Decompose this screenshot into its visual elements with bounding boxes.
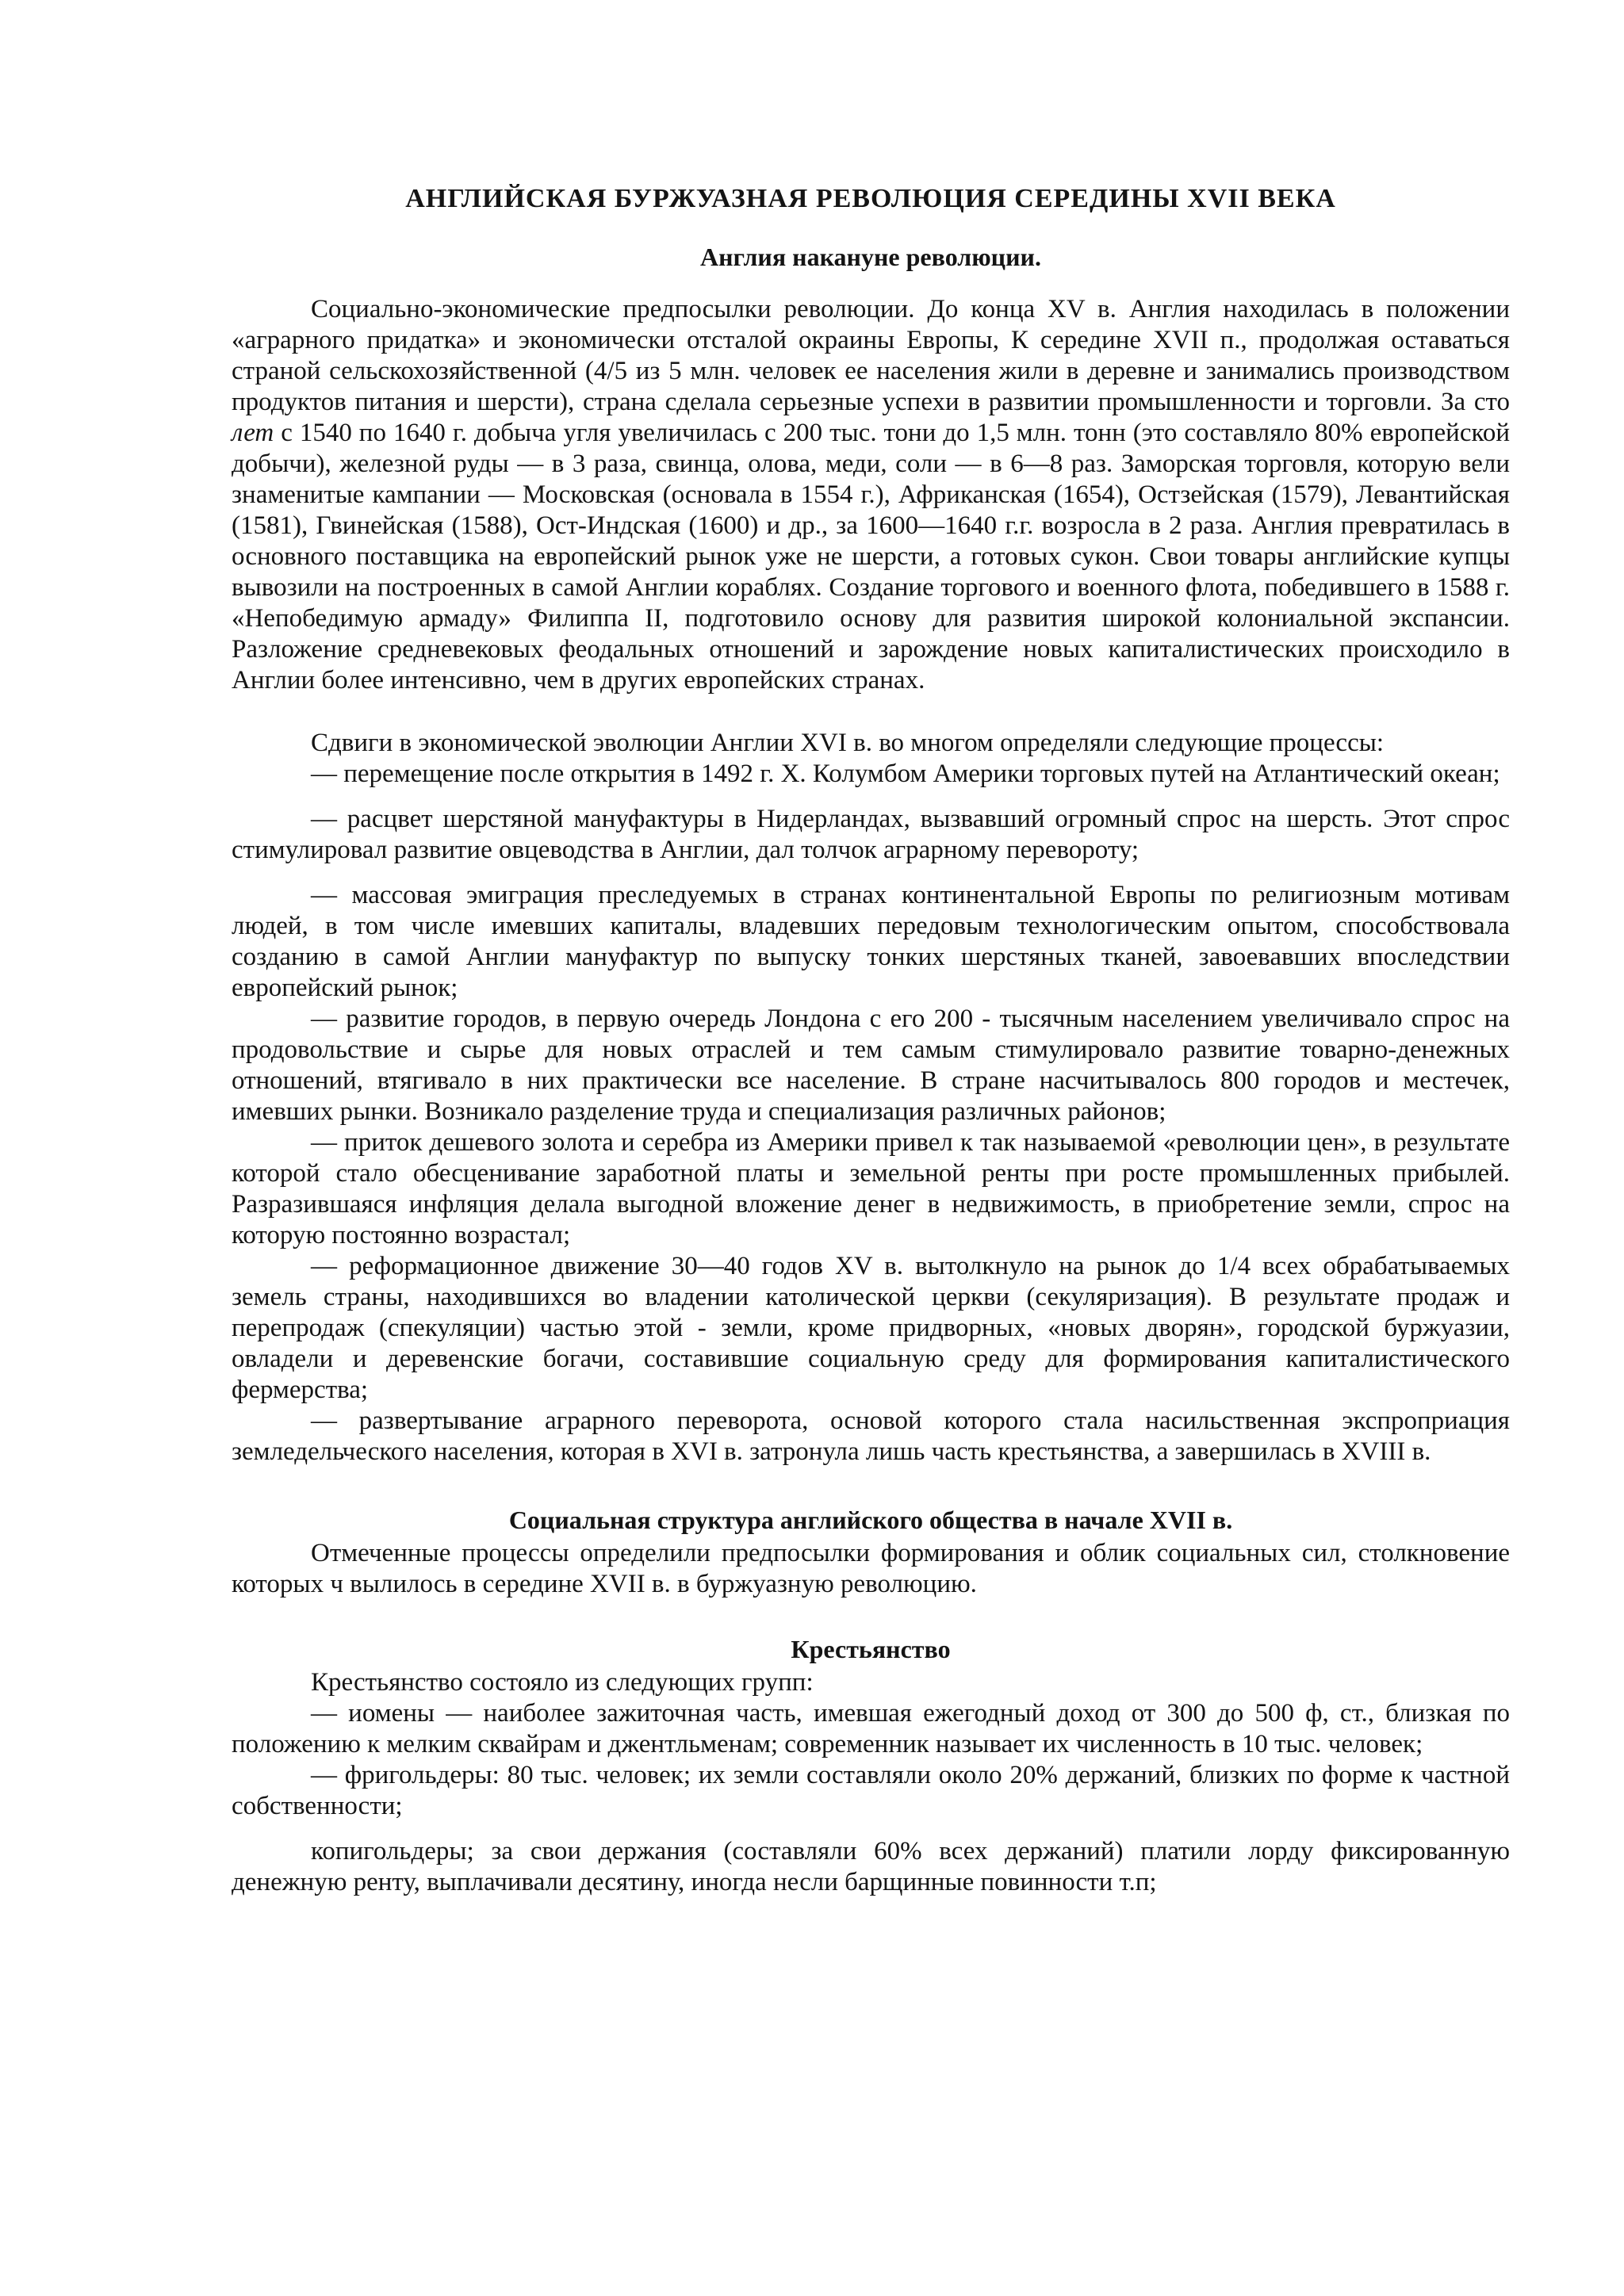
document-title: АНГЛИЙСКАЯ БУРЖУАЗНАЯ РЕВОЛЮЦИЯ СЕРЕДИНЫ XVII ВЕКА bbox=[405, 184, 1336, 213]
document-page bbox=[232, 184, 1510, 1898]
list-item-freeholders: — фригольдеры: 80 тыс. человек; их земли составляли около 20% держаний, близких по форме к частной собственности; bbox=[232, 1761, 1510, 1820]
paragraph-text: Социально-экономические предпосылки революции. До конца XV в. Англия находилась в положении «аграрного придатка» и экономически отсталой окраины Европы, К середине XVII п., продолжая оставаться страной сельскохозяйственной (4/5 из 5 млн. человек ее населения жили в деревне и занимались производством продуктов питания и шерсти), страна сделала серьезные успехи в развитии промышленности и торговли. За сто bbox=[232, 295, 1510, 416]
list-item-agrarian-revolution: — развертывание аграрного переворота, основой которого стала насильственная экспроприация земледельческого населения, которая в XVI в. затронула лишь часть крестьянства, а завершилась в XVIII в. bbox=[232, 1406, 1510, 1466]
list-item-copyholders: копигольдеры; за свои держания (составляли 60% всех держаний) платили лорду фиксированную денежную ренту, выплачивали десятину, иногда несли барщинные повинности т.п; bbox=[232, 1837, 1510, 1896]
italic-word: лет bbox=[232, 419, 274, 447]
list-item-trade-routes: — перемещение после открытия в 1492 г. X. Колумбом Америки торговых путей на Атлантический океан; bbox=[311, 760, 1500, 788]
paragraph-peasantry-groups: Крестьянство состояло из следующих групп: bbox=[311, 1668, 814, 1697]
section-heading-england-before-revolution: Англия накануне революции. bbox=[700, 243, 1041, 271]
list-item-yeomen: — иомены — наиболее зажиточная часть, имевшая ежегодный доход от 300 до 500 ф, ст., близкая по положению к мелким сквайрам и джентльменам; современник называет их численность в 10 тыс. человек; bbox=[232, 1699, 1510, 1758]
list-item-emigration: — массовая эмиграция преследуемых в странах континентальной Европы по религиозным мотивам людей, в том числе имевших капиталы, владевших передовым технологическим опытом, способствовала созданию в самой Англии мануфактур по выпуску тонких шерстяных тканей, завоевавших впоследствии европейский рынок; bbox=[232, 881, 1510, 1002]
paragraph-economic-preconditions bbox=[232, 294, 1510, 696]
paragraph-social-forces: Отмеченные процессы определили предпосылки формирования и облик социальных сил, столкновение которых ч вылилось в середине XVII в. в буржуазную революцию. bbox=[232, 1539, 1510, 1598]
paragraph-shifts-intro: Сдвиги в экономической эволюции Англии XVI в. во многом определяли следующие процессы: bbox=[311, 729, 1385, 757]
list-item-reformation: — реформационное движение 30—40 годов XV в. вытолкнуло на рынок до 1/4 всех обрабатываемых земель страны, находившихся во владении католической церкви (секуляризация). В результате продаж и перепродаж (спекуляции) частью этой - земли, кроме придворных, «новых дворян», городской буржуазии, овладели и деревенские богачи, составившие социальную среду для формирования капиталистического фермерства; bbox=[232, 1252, 1510, 1404]
section-heading-social-structure: Социальная структура английского общества в начале XVII в. bbox=[508, 1506, 1233, 1534]
list-item-city-growth: — развитие городов, в первую очередь Лондона с его 200 - тысячным населением увеличивало спрос на продовольствие и сырье для новых отраслей и тем самым стимулировало развитие товарно-денежных отношений, втягивало в них практически все население. В стране насчитывалось 800 городов и местечек, имевших рынки. Возникало разделение труда и специализация различных районов; bbox=[232, 1004, 1510, 1126]
list-item-wool-manufacture: — расцвет шерстяной мануфактуры в Нидерландах, вызвавший огромный спрос на шерсть. Этот спрос стимулировал развитие овцеводства в Англии, дал толчок аграрному перевороту; bbox=[232, 805, 1510, 864]
paragraph-text: с 1540 по 1640 г. добыча угля увеличилась с 200 тыс. тони до 1,5 млн. тонн (это составляло 80% европейской добычи), железной руды — в 3 раза, свинца, олова, меди, соли — в 6—8 раз. Заморская торговля, которую вели знаменитые кампании — Московская (основала в 1554 г.), Африканская (1654), Остзейская (1579), Левантийская (1581), Гвинейская (1588), Ост-Индская (1600) и др., за 1600—1640 г.г. возросла в 2 раза. Англия превратилась в основного поставщика на европейский рынок уже не шерсти, а готовых сукон. Свои товары английские купцы вывозили на построенных в самой Англии кораблях. Создание торгового и военного флота, победившего в 1588 г. «Непобедимую армаду» Филиппа II, подготовило основу для развития широкой колониальной экспансии. Разложение средневековых феодальных отношений и зарождение новых капиталистических происходило в Англии более интенсивно, чем в других европейских странах. bbox=[232, 419, 1510, 695]
list-item-price-revolution: — приток дешевого золота и серебра из Америки привел к так называемой «революции цен», в результате которой стало обесценивание заработной платы и земельной ренты при росте промышленных прибылей. Разразившаяся инфляция делала выгодной вложение денег в недвижимость, в приобретение земли, спрос на которую постоянно возрастал; bbox=[232, 1128, 1510, 1249]
section-heading-peasantry: Крестьянство bbox=[791, 1635, 951, 1663]
